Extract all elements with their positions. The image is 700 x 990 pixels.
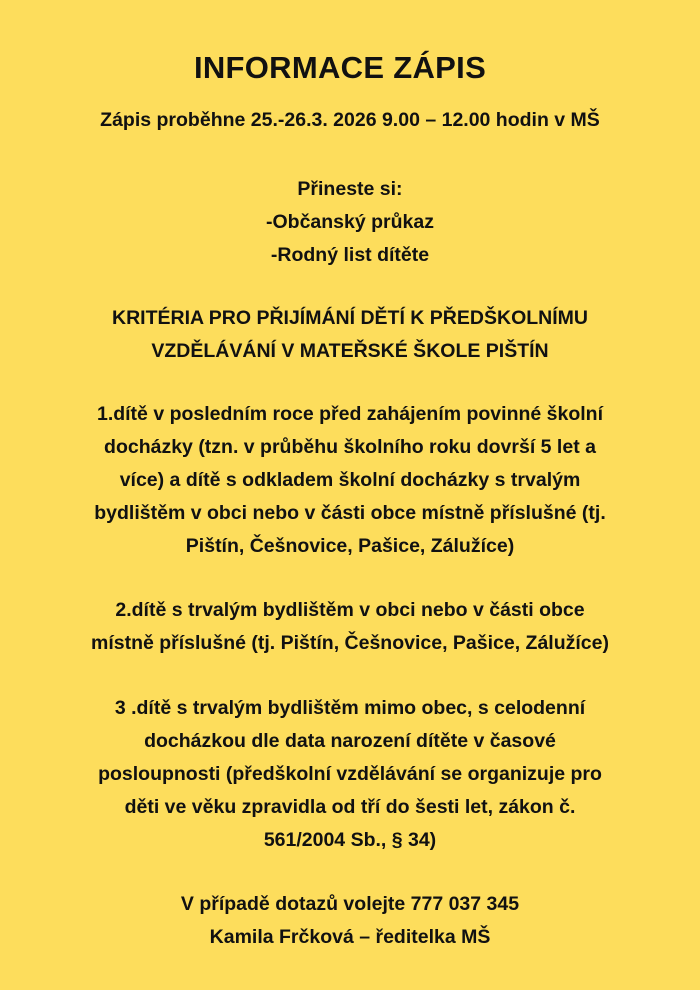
criterion-3-line: děti ve věku zpravidla od tří do šesti let, zákon č.: [124, 796, 576, 818]
contact-section: [10, 888, 690, 954]
criterion-1-line: docházky (tzn. v průběhu školního roku dovrší 5 let a: [104, 436, 596, 458]
criteria-heading-line-1: KRITÉRIA PRO PŘIJÍMÁNÍ DĚTÍ K PŘEDŠKOLNÍMU: [112, 307, 588, 329]
contact-phone-line: V případě dotazů volejte 777 037 345: [180, 893, 520, 915]
criterion-1-line: Pištín, Češnovice, Pašice, Zálužíce): [185, 535, 515, 557]
criterion-3-line: posloupnosti (předškolní vzdělávání se organizuje pro: [98, 763, 602, 785]
bring-item-id-card: -Občanský průkaz: [266, 211, 434, 233]
criterion-3-line: 561/2004 Sb., § 34): [263, 829, 437, 851]
criterion-2: [10, 594, 690, 660]
criterion-3-line: 3 .dítě s trvalým bydlištěm mimo obec, s celodenní: [114, 697, 586, 719]
criteria-heading-line-2: VZDĚLÁVÁNÍ V MATEŘSKÉ ŠKOLE PIŠTÍN: [151, 340, 549, 362]
bring-section: [10, 173, 690, 272]
criterion-1-line: bydlištěm v obci nebo v části obce místně příslušné (tj.: [94, 502, 606, 524]
bring-item-birth-certificate: -Rodný list dítěte: [270, 244, 430, 266]
schedule-line: Zápis proběhne 25.-26.3. 2026 9.00 – 12.00 hodin v MŠ: [100, 109, 600, 131]
contact-signature: Kamila Frčková – ředitelka MŠ: [209, 926, 491, 948]
criterion-1-line: 1.dítě v posledním roce před zahájením povinné školní: [96, 403, 604, 425]
bring-heading: Přineste si:: [297, 178, 403, 200]
criterion-2-line: místně příslušné (tj. Pištín, Češnovice, Pašice, Zálužíce): [90, 632, 609, 654]
criterion-3: [10, 692, 690, 857]
criterion-3-line: docházkou dle data narození dítěte v časové: [144, 730, 556, 752]
criterion-2-line: 2.dítě s trvalým bydlištěm v obci nebo v části obce: [115, 599, 585, 621]
criterion-1: [10, 398, 690, 563]
criteria-heading: [10, 302, 690, 368]
criterion-1-line: více) a dítě s odkladem školní docházky s trvalým: [119, 469, 581, 491]
page-title: INFORMACE ZÁPIS: [193, 50, 487, 85]
